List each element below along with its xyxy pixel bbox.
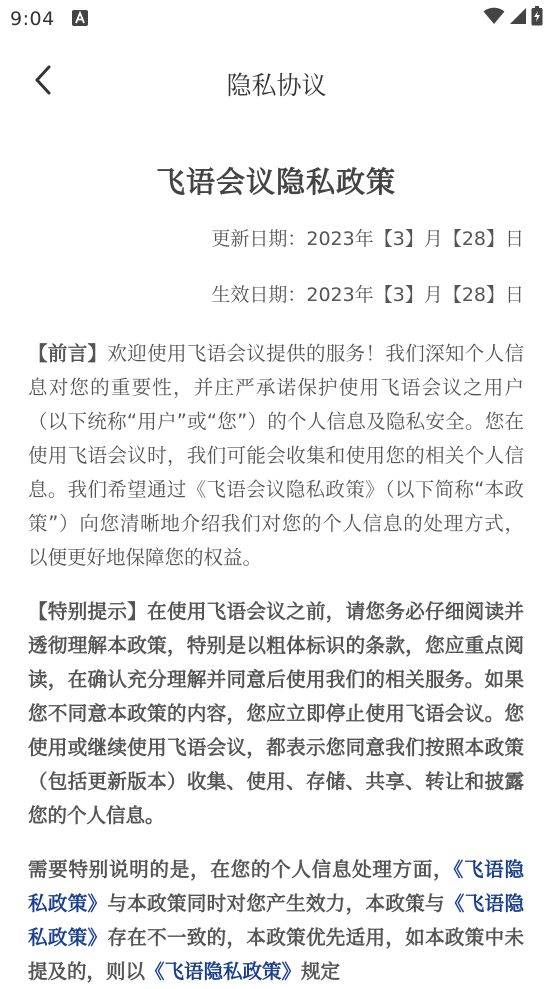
feiyu-privacy-policy-link[interactable]: 《飞语隐私政策》 bbox=[145, 960, 302, 983]
paragraph-text: 需要特别说明的是，在您的个人信息处理方面， bbox=[28, 858, 454, 881]
updated-date: 更新日期：2023年【3】月【28】日 bbox=[211, 228, 524, 250]
paragraph-text: 与本政策同时对您产生效力，本政策与 bbox=[107, 892, 445, 915]
status-bar bbox=[0, 0, 553, 38]
special-notice-paragraph: 【特别提示】在使用飞语会议之前，请您务必仔细阅读并透彻理解本政策，特别是以粗体标识的条款，您应重点阅读，在确认充分理解并同意后使用我们的相关服务。如果您不同意本政策的内容，您应立即停止使用飞语会议。您使用或继续使用飞语会议，都表示您同意我们按照本政策（包括更新版本）收集、使用、存储、共享、转让和披露您的个人信息。 bbox=[28, 600, 524, 827]
privacy-policy-content[interactable] bbox=[28, 160, 524, 989]
feiyu-privacy-policy-link[interactable]: 《飞语隐私政策》 bbox=[28, 892, 524, 949]
battery-charging-icon bbox=[531, 6, 543, 30]
app-bar bbox=[0, 52, 553, 112]
notification-a-icon bbox=[72, 10, 88, 26]
paragraph-text: 规定 bbox=[301, 960, 341, 983]
page-title: 隐私协议 bbox=[226, 71, 327, 100]
status-icons bbox=[483, 8, 543, 28]
status-time: 9:04 bbox=[10, 8, 55, 30]
preface-paragraph bbox=[28, 337, 524, 575]
document-title: 飞语会议隐私政策 bbox=[155, 165, 396, 199]
feiyu-privacy-policy-link[interactable]: 《飞语隐私政策》 bbox=[28, 858, 524, 915]
preface-text: 欢迎使用飞语会议提供的服务！我们深知个人信息对您的重要性，并庄严承诺保护使用飞语会议之用户（以下统称“用户”或“您”）的个人信息及隐私安全。您在使用飞语会议时，我们可能会收集和使用您的相关个人信息。我们希望通过《飞语会议隐私政策》（以下简称“本政策”）向您清晰地介绍我们对您的个人信息的处理方式，以便更好地保障您的权益。 bbox=[28, 342, 524, 569]
policy-relation-paragraph bbox=[28, 853, 524, 989]
paragraph-text: 存在不一致的，本政策优先适用，如本政策中未提及的，则以 bbox=[28, 926, 524, 983]
wifi-icon bbox=[483, 7, 505, 29]
effective-date: 生效日期：2023年【3】月【28】日 bbox=[211, 284, 524, 306]
cellular-icon bbox=[509, 7, 527, 29]
preface-label: 【前言】 bbox=[28, 342, 108, 365]
